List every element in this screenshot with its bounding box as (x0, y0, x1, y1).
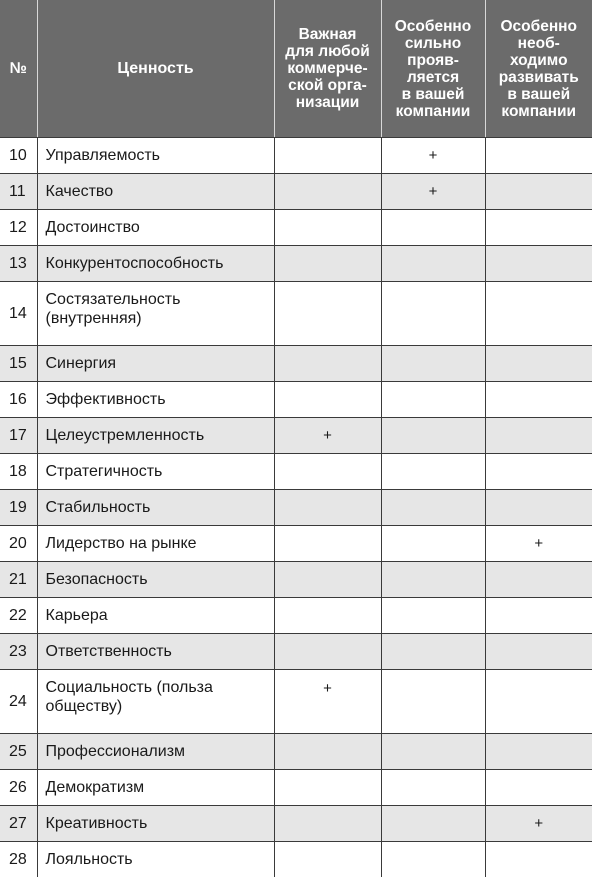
text-line: необ- (518, 35, 560, 52)
text-line: развивать (499, 69, 579, 86)
header-important (274, 0, 381, 138)
text-line: компании (501, 103, 576, 120)
text-line: низации (296, 94, 360, 111)
row-value-name (37, 138, 274, 174)
mark-strong (381, 598, 485, 634)
text-line: Ответственность (46, 643, 172, 660)
table-row (0, 346, 592, 382)
table-row (0, 138, 592, 174)
row-number: 14 (0, 282, 37, 346)
mark-strong (381, 282, 485, 346)
mark-develop (485, 246, 592, 282)
text-line: ской орга- (288, 77, 367, 94)
row-number: 16 (0, 382, 37, 418)
text-line: ходимо (510, 52, 568, 69)
mark-strong (381, 670, 485, 734)
mark-important (274, 806, 381, 842)
table-row (0, 562, 592, 598)
row-number: 27 (0, 806, 37, 842)
table-row (0, 174, 592, 210)
mark-develop (485, 454, 592, 490)
mark-strong (381, 346, 485, 382)
mark-important (274, 174, 381, 210)
text-line: Конкурентоспособность (46, 255, 224, 272)
text-line: сильно (405, 35, 461, 52)
row-value-name (37, 526, 274, 562)
text-line: Состязательность (46, 291, 181, 308)
mark-important (274, 490, 381, 526)
table-row (0, 734, 592, 770)
mark-strong (381, 490, 485, 526)
row-value-name (37, 806, 274, 842)
mark-important (274, 282, 381, 346)
text-line: Целеустремленность (46, 427, 205, 444)
table-row (0, 670, 592, 734)
text-line: Эффективность (46, 391, 166, 408)
text-line: ляется (407, 69, 459, 86)
table-header (0, 0, 592, 138)
table-row (0, 842, 592, 877)
mark-important (274, 842, 381, 877)
mark-develop (485, 562, 592, 598)
text-line: Особенно (500, 18, 577, 35)
table-body (0, 138, 592, 877)
text-line: компании (396, 103, 471, 120)
text-line: Лидерство на рынке (46, 535, 197, 552)
text-line: Важная (299, 26, 357, 43)
mark-strong (381, 418, 485, 454)
text-line: обществу) (46, 698, 123, 715)
mark-important (274, 526, 381, 562)
row-number: 28 (0, 842, 37, 877)
table-row (0, 634, 592, 670)
text-line: Достоинство (46, 219, 140, 236)
mark-important (274, 454, 381, 490)
mark-develop (485, 418, 592, 454)
header-value: Ценность (37, 0, 274, 138)
row-number: 17 (0, 418, 37, 454)
mark-strong (381, 562, 485, 598)
row-number: 12 (0, 210, 37, 246)
mark-strong: + (381, 138, 485, 174)
table-row (0, 246, 592, 282)
row-number: 21 (0, 562, 37, 598)
row-number: 26 (0, 770, 37, 806)
table-row (0, 598, 592, 634)
mark-important (274, 246, 381, 282)
mark-develop (485, 770, 592, 806)
mark-develop (485, 210, 592, 246)
mark-important (274, 734, 381, 770)
row-value-name (37, 634, 274, 670)
mark-develop: + (485, 806, 592, 842)
text-line: Карьера (46, 607, 108, 624)
table-row (0, 526, 592, 562)
row-value-name (37, 670, 274, 734)
row-number: 18 (0, 454, 37, 490)
mark-develop (485, 346, 592, 382)
row-number: 25 (0, 734, 37, 770)
table-row (0, 806, 592, 842)
mark-strong (381, 454, 485, 490)
text-line: Управляемость (46, 147, 161, 164)
text-line: Профессионализм (46, 743, 186, 760)
row-value-name (37, 382, 274, 418)
text-line: Качество (46, 183, 114, 200)
text-line: Безопасность (46, 571, 148, 588)
mark-develop (485, 670, 592, 734)
mark-important (274, 770, 381, 806)
row-value-name (37, 210, 274, 246)
mark-develop (485, 634, 592, 670)
table-row (0, 382, 592, 418)
row-value-name (37, 246, 274, 282)
row-number: 10 (0, 138, 37, 174)
row-value-name (37, 842, 274, 877)
row-number: 24 (0, 670, 37, 734)
row-number: 23 (0, 634, 37, 670)
text-line: прояв- (407, 52, 459, 69)
text-line: Синергия (46, 355, 117, 372)
header-strong (381, 0, 485, 138)
text-line: Стратегичность (46, 463, 163, 480)
text-line: (внутренняя) (46, 310, 142, 327)
text-line: Демократизм (46, 779, 145, 796)
row-value-name (37, 174, 274, 210)
row-value-name (37, 282, 274, 346)
row-number: 15 (0, 346, 37, 382)
mark-important (274, 598, 381, 634)
row-value-name (37, 562, 274, 598)
mark-strong (381, 770, 485, 806)
mark-strong (381, 806, 485, 842)
text-line: коммерче- (287, 60, 367, 77)
header-num: № (0, 0, 37, 138)
mark-develop (485, 138, 592, 174)
mark-important (274, 634, 381, 670)
mark-develop (485, 174, 592, 210)
row-number: 11 (0, 174, 37, 210)
row-number: 13 (0, 246, 37, 282)
mark-strong (381, 526, 485, 562)
text-line: Социальность (польза (46, 679, 213, 696)
text-line: для любой (285, 43, 370, 60)
table-row (0, 770, 592, 806)
row-value-name (37, 454, 274, 490)
table-row (0, 282, 592, 346)
mark-important (274, 210, 381, 246)
mark-important: + (274, 670, 381, 734)
row-value-name (37, 418, 274, 454)
mark-develop (485, 734, 592, 770)
mark-important (274, 138, 381, 174)
table-row (0, 490, 592, 526)
table-row (0, 454, 592, 490)
row-number: 19 (0, 490, 37, 526)
mark-strong (381, 246, 485, 282)
text-line: Креативность (46, 815, 148, 832)
mark-important: + (274, 418, 381, 454)
mark-develop (485, 490, 592, 526)
row-value-name (37, 770, 274, 806)
text-line: Особенно (395, 18, 472, 35)
mark-develop: + (485, 526, 592, 562)
mark-important (274, 562, 381, 598)
mark-important (274, 346, 381, 382)
mark-develop (485, 842, 592, 877)
mark-important (274, 382, 381, 418)
row-number: 22 (0, 598, 37, 634)
mark-strong (381, 382, 485, 418)
header-row (0, 0, 592, 138)
row-value-name (37, 598, 274, 634)
mark-strong (381, 210, 485, 246)
text-line: в вашей (507, 86, 570, 103)
mark-develop (485, 382, 592, 418)
text-line: в вашей (402, 86, 465, 103)
row-value-name (37, 734, 274, 770)
text-line: Стабильность (46, 499, 151, 516)
row-value-name (37, 490, 274, 526)
mark-develop (485, 598, 592, 634)
row-value-name (37, 346, 274, 382)
text-line: Лояльность (46, 851, 133, 868)
row-number: 20 (0, 526, 37, 562)
mark-strong (381, 734, 485, 770)
table-row (0, 210, 592, 246)
mark-strong (381, 634, 485, 670)
table-row (0, 418, 592, 454)
mark-strong: + (381, 174, 485, 210)
mark-develop (485, 282, 592, 346)
header-develop (485, 0, 592, 138)
mark-strong (381, 842, 485, 877)
